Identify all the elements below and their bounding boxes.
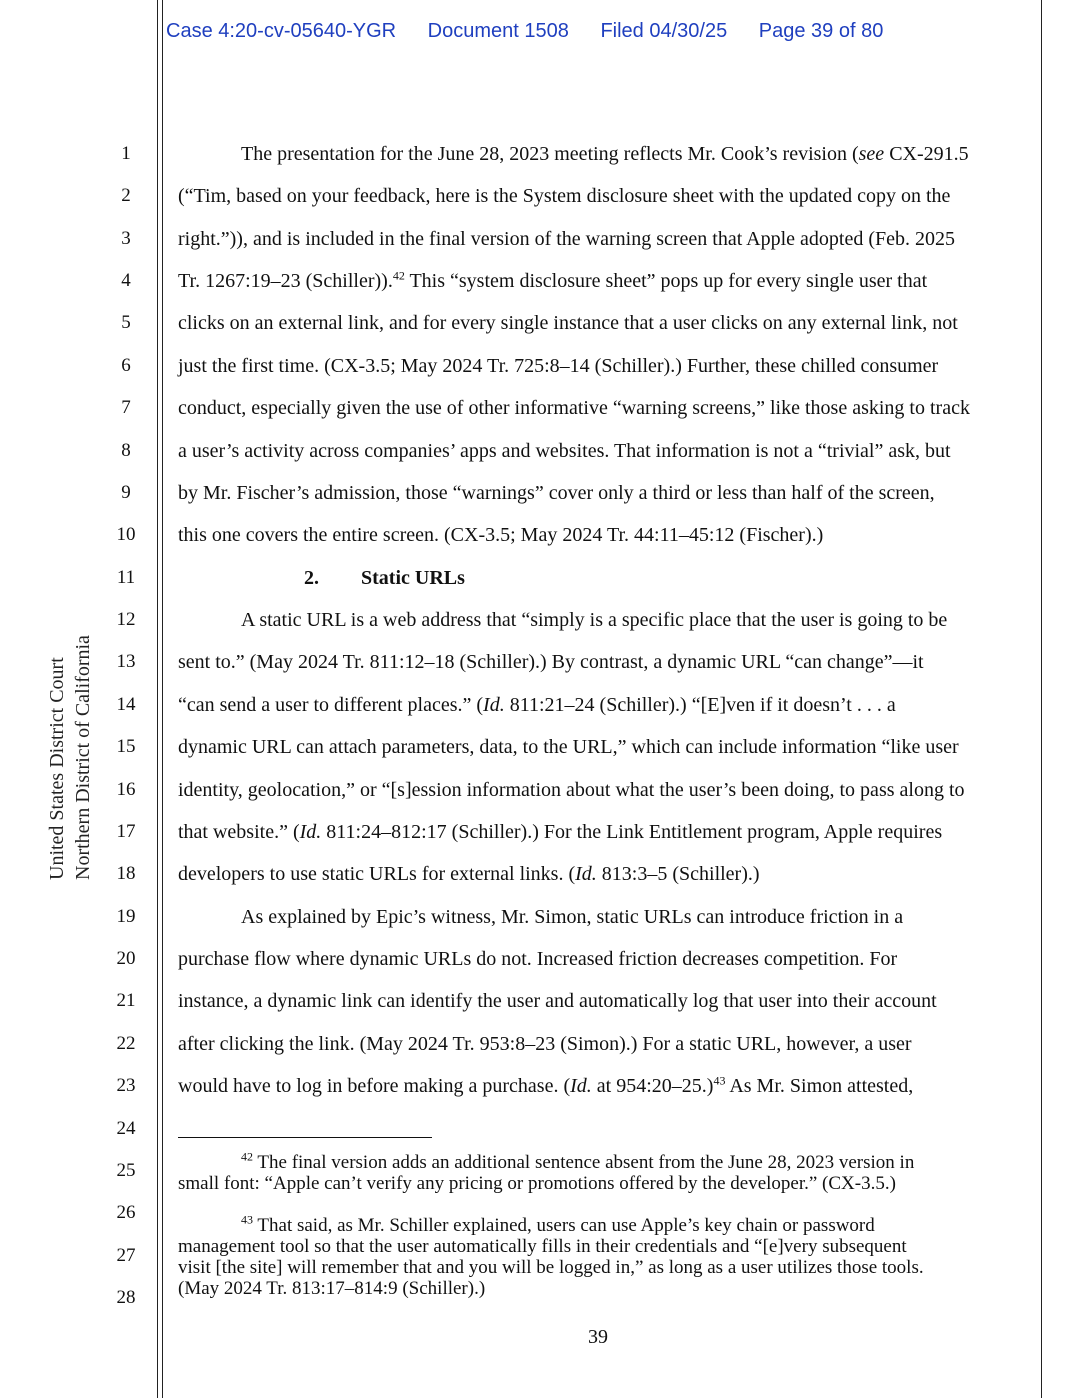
left-margin-rule-inner <box>162 0 163 1398</box>
body-line-21: instance, a dynamic link can identify the user and automatically log that user into their account <box>178 990 937 1012</box>
body-line-18: developers to use static URLs for external links. (Id. 813:3–5 (Schiller).) <box>178 863 760 885</box>
line-number: 19 <box>116 906 136 927</box>
line-number: 2 <box>121 185 131 206</box>
body-line-2: (“Tim, based on your feedback, here is the System disclosure sheet with the updated copy on the <box>178 185 951 207</box>
body-line-13: sent to.” (May 2024 Tr. 811:12–18 (Schiller).) By contrast, a dynamic URL “can change”—it <box>178 651 924 673</box>
line-number: 18 <box>116 863 136 884</box>
line-number: 28 <box>116 1287 136 1308</box>
document-number: Document 1508 <box>427 20 569 42</box>
left-margin-rule <box>157 0 158 1398</box>
line-number: 8 <box>121 440 131 461</box>
court-caption-line2: Northern District of California <box>72 635 94 880</box>
body-line-12: A static URL is a web address that “simply is a specific place that the user is going to be <box>241 609 948 631</box>
body-line-19: As explained by Epic’s witness, Mr. Simon, static URLs can introduce friction in a <box>241 906 904 928</box>
line-number: 6 <box>121 355 131 376</box>
line-number: 17 <box>116 821 136 842</box>
body-line-5: clicks on an external link, and for every single instance that a user clicks on any external link, not <box>178 312 958 334</box>
line-number: 9 <box>121 482 131 503</box>
body-line-14: “can send a user to different places.” (Id. 811:21–24 (Schiller).) “[E]ven if it doesn’t . . . a <box>178 694 896 716</box>
line-number: 7 <box>121 397 131 418</box>
line-number: 26 <box>116 1202 136 1223</box>
page-indicator: Page 39 of 80 <box>758 20 884 42</box>
case-number: Case 4:20-cv-05640-YGR <box>166 20 397 42</box>
footnote-ref-43: 43 <box>713 1073 726 1088</box>
line-number: 27 <box>116 1245 136 1266</box>
body-line-3: right.”)), and is included in the final version of the warning screen that Apple adopted (Feb. 2025 <box>178 228 956 250</box>
line-number: 24 <box>116 1118 136 1139</box>
document-header <box>166 20 909 43</box>
footnote-42-line-1: $^{42}$ The final version adds an additional sentence absent from the June 28, 2023 version in <box>241 1149 915 1173</box>
line-number: 1 <box>121 143 131 164</box>
body-line-4: Tr. 1267:19–23 (Schiller)).$^{42}$ This “system disclosure sheet” pops up for every single user that <box>178 268 928 292</box>
body-line-6: just the first time. (CX-3.5; May 2024 Tr. 725:8–14 (Schiller).) Further, these chilled consumer <box>178 355 939 377</box>
footnote-separator <box>178 1137 432 1138</box>
line-number: 12 <box>116 609 136 630</box>
body-line-1: The presentation for the June 28, 2023 meeting reflects Mr. Cook’s revision (see CX-291.5 <box>241 143 969 165</box>
court-caption <box>44 635 96 880</box>
line-number: 16 <box>116 779 136 800</box>
line-number: 13 <box>116 651 136 672</box>
line-number: 21 <box>116 990 136 1011</box>
right-margin-rule <box>1041 0 1042 1398</box>
body-line-17: that website.” (Id. 811:24–812:17 (Schiller).) For the Link Entitlement program, Apple requires <box>178 821 943 843</box>
line-number: 14 <box>116 694 136 715</box>
footnote-43-line-1: $^{43}$ That said, as Mr. Schiller explained, users can use Apple’s key chain or password <box>241 1212 875 1236</box>
line-number: 15 <box>116 736 136 757</box>
footnote-42-mark: 42 <box>241 1149 253 1164</box>
body-line-10: this one covers the entire screen. (CX-3.5; May 2024 Tr. 44:11–45:12 (Fischer).) <box>178 524 824 546</box>
footnote-43-mark: 43 <box>241 1212 253 1227</box>
line-number: 22 <box>116 1033 136 1054</box>
line-number: 25 <box>116 1160 136 1181</box>
body-line-7: conduct, especially given the use of other informative “warning screens,” like those asking to track <box>178 397 970 419</box>
line-number: 11 <box>116 567 136 588</box>
line-number: 3 <box>121 228 131 249</box>
page-number: 39 <box>588 1326 608 1348</box>
footnote-42-line-2: small font: “Apple can’t verify any pricing or promotions offered by the developer.” (CX-3.5.) <box>178 1173 896 1194</box>
body-line-20: purchase flow where dynamic URLs do not. Increased friction decreases competition. For <box>178 948 898 970</box>
line-number: 10 <box>116 524 136 545</box>
body-line-22: after clicking the link. (May 2024 Tr. 953:8–23 (Simon).) For a static URL, however, a user <box>178 1033 912 1055</box>
footnote-ref-42: 42 <box>392 268 405 283</box>
line-number: 5 <box>121 312 131 333</box>
body-line-23: would have to log in before making a purchase. (Id. at 954:20–25.)$^{43}$ As Mr. Simon attested, <box>178 1073 914 1097</box>
body-line-16: identity, geolocation,” or “[s]ession information about what the user’s been doing, to pass along to <box>178 779 965 801</box>
section-heading: 2. Static URLs <box>304 567 465 589</box>
footnote-43-line-2: management tool so that the user automatically fills in their credentials and “[e]very subsequent <box>178 1236 907 1257</box>
line-number: 23 <box>116 1075 136 1096</box>
court-caption-line1: United States District Court <box>46 657 68 880</box>
footnote-43-line-4: (May 2024 Tr. 813:17–814:9 (Schiller).) <box>178 1278 486 1299</box>
filed-date: Filed 04/30/25 <box>600 20 728 42</box>
footnote-43-line-3: visit [the site] will remember that and you will be logged in,” as long as a user utilizes those tools. <box>178 1257 924 1278</box>
line-number: 4 <box>121 270 131 291</box>
body-line-9: by Mr. Fischer’s admission, those “warnings” cover only a third or less than half of the screen, <box>178 482 935 504</box>
line-number: 20 <box>116 948 136 969</box>
body-line-8: a user’s activity across companies’ apps and websites. That information is not a “trivial” ask, but <box>178 440 951 462</box>
body-line-15: dynamic URL can attach parameters, data, to the URL,” which can include information “like user <box>178 736 959 758</box>
